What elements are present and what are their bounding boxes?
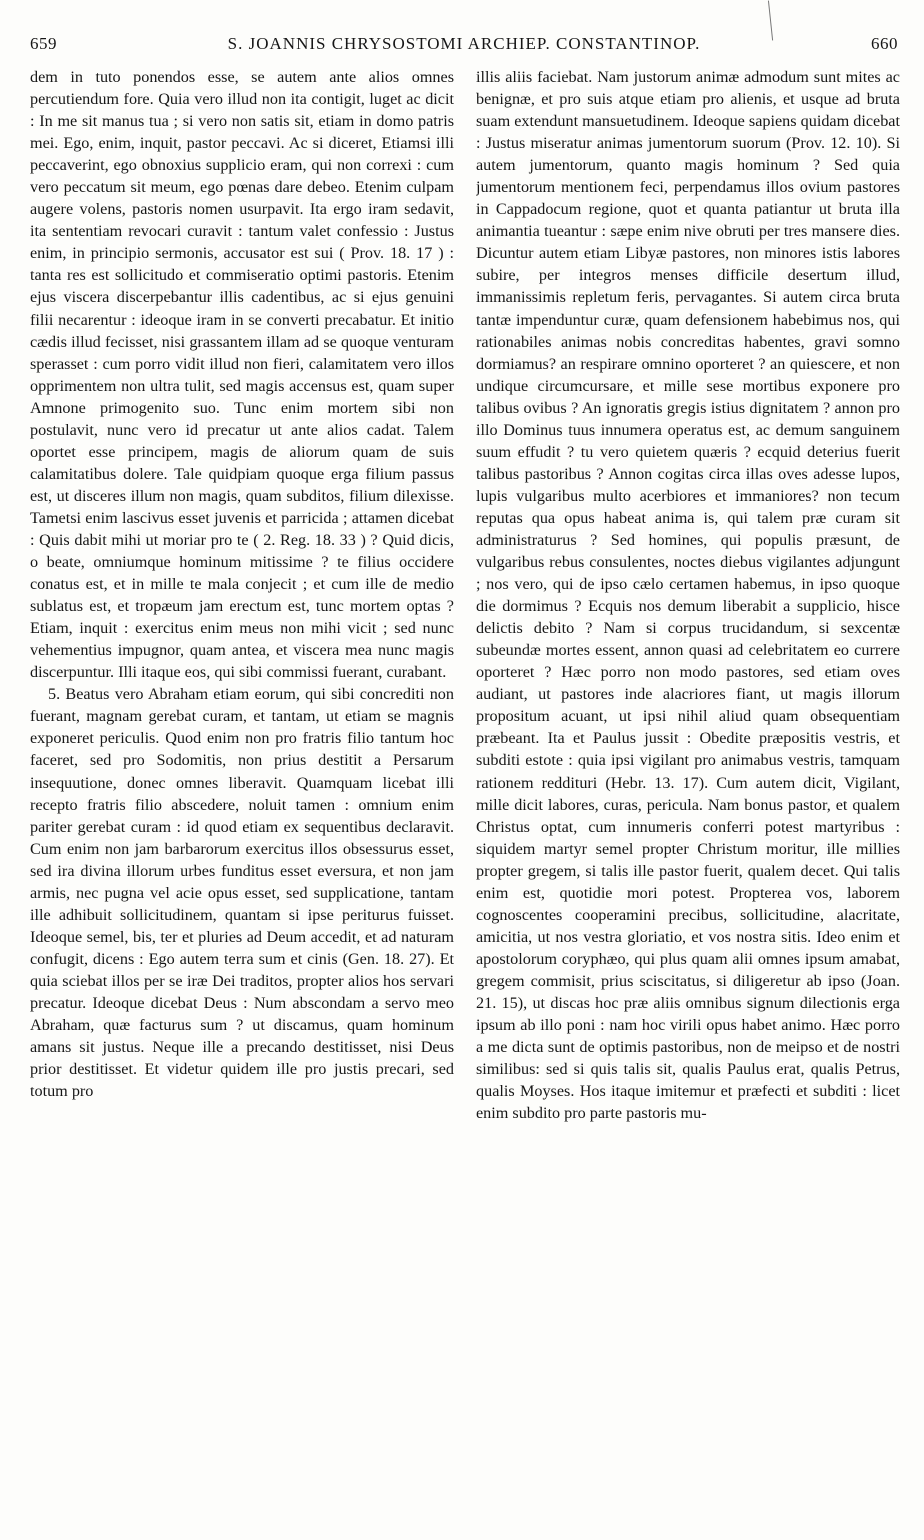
page-header [30,34,898,58]
running-head: S. JOANNIS CHRYSOSTOMI ARCHIEP. CONSTANTINOP. [227,34,701,53]
page-number-right: 660 [871,34,898,53]
right-paragraph: illis aliis faciebat. Nam justorum animæ admodum sunt mites ac benignæ, et pro suis atque etiam pro alienis, et usque ad bruta suam extendunt mansuetudinem. Ideoque sapiens quidam dicebat : Justus miseratur animas jumentorum suorum (Prov. 12. 10). Si autem jumentorum, quanto magis hominum ? Sed quia jumentorum mentionem feci, perpendamus illos ovium pastores in Cappadocum regione, quot et quanta patiantur ut bruta illa animantia tueantur : sæpe enim nive obruti per tres mansere dies. Dicuntur autem etiam Libyæ pastores, non minores istis labores subire, per integros menses difficile desertum illud, immanissimis repletum feris, pervagantes. Si autem circa bruta tantæ impenduntur curæ, quam defensionem habebimus nos, qui rationabiles animas nobis concreditas habentes, gravi somno dormiamus? an respirare omnino oporteret ? an quiescere, et non undique circumcursare, et mille sese mortibus exponere pro talibus ovibus ? An ignoratis gregis istius dignitatem ? annon pro illo Dominus tuus innumera operatus est, ac demum sanguinem suum effudit ? tu vero quietem quæris ? ecquid deterius fuerit talibus pastoribus ? Annon cogitas circa illas oves adesse lupos, lupis vulgaribus multo acerbiores et immaniores? non tecum reputas qua opus habeat anima is, qui talem præ curam sit administraturus ? Sed homines, qui populis præsunt, de vulgaribus rebus consulentes, noctes diebus vigilantes adjungunt ; nos vero, qui de ipso cælo certamen habemus, in ipso quoque die dormimus ? Ecquis nos demum liberabit a supplicio, hisce delictis debito ? Nam si corpus trucidandum, si sexcentæ subeundæ mortes essent, annon quasi ad celebritatem eo currere oporteret ? Hæc porro non modo pastores, sed etiam oves audiant, ut pastores inde alacriores fiant, ut magis illorum propositum acuant, ut ipsi nihil aliud quam obsequentiam præbeant. Ita et Paulus jussit : Obedite præpositis vestris, et subditi estote : quia ipsi vigilant pro animabus vestris, tamquam rationem reddituri (Hebr. 13. 17). Cum autem dicit, Vigilant, mille dicit labores, curas, pericula. Nam bonus pastor, et qualem Christus optat, cum innumeris conferri potest martyribus : siquidem martyr semel propter Christum moritur, ille millies propter gregem, si talis ille pastor fuerit, qualem decet. Qui talis enim est, quotidie mori potest. Propterea vos, laborem cognoscentes cooperamini precibus, sollicitudine, alacritate, amicitia, ut nos vestra gloriatio, et vos nostra sitis. Ideo enim et apostolorum coryphæo, qui plus quam alii omnes ipsum amabat, gregem commisit, prius sciscitatus, si diligeretur ab ipso (Joan. 21. 15), ut discas hoc præ aliis omnibus signum dilectionis erga ipsum ab illo poni : nam hoc virili opus habet animo. Hæc porro a me dicta sunt de optimis pastoribus, non de meipso et de nostri similibus: sed si quis talis sit, qualis Paulus erat, qualis Petrus, qualis Moyses. Hos itaque imitemur et præfecti et subditi : licet enim subdito pro parte pastoris mu- [476,68,900,1123]
left-text-column [30,66,454,1502]
left-paragraph-continuation: dem in tuto ponendos esse, se autem ante alios omnes percutiendum fore. Quia vero illud non ita contigit, luget ac dicit : In me sit manus tua ; si vero non satis sit, etiam in domo patris mei. Ego, enim, inquit, pastor peccavi. Ac si diceret, Etiamsi illi peccaverint, ego obnoxius supplicio eram, qui non correxi : cum vero peccatum sit meum, ego pœnas dare debeo. Etenim culpam augere volens, pastoris nomen usurpavit. Ita ergo iram sedavit, ita sententiam revocari curavit : tantum valet confessio : Justus enim, in principio sermonis, accusator est sui ( Prov. 18. 17 ) : tanta res est sollicitudo et commiseratio optimi pastoris. Etenim ejus viscera discerpebantur illis cadentibus, ac si ejus genuini filii necarentur : ideoque iram in se converti precabatur. Et initio cædis illud fecisset, nisi grassantem illam ad se quoque venturam sperasset : cum porro vidit illud non fieri, calamitatem vero illos opprimentem non ultra tulit, sed magis accensus est, quam super Amnone primogenito suo. Tunc enim mortem sibi non postulavit, nunc vero id precatur ut ante alios cadat. Talem oportet esse principem, magis de aliorum quam de suis calamitatibus dolere. Tale quidpiam quoque erga filium passus est, ut disceres illum non magis, quam subditos, filium dilexisse. Tametsi enim lascivus esset juvenis et parricida ; attamen dicebat : Quis dabit mihi ut moriar pro te ( 2. Reg. 18. 33 ) ? Quid dicis, o beate, omniumque hominum mitissime ? te filius occidere conatus est, et in mille te mala conjecit ; et cum ille de medio sublatus est, et tropæum jam erectum est, tunc mortem optas ? Etiam, inquit : exercitus enim meus non mihi vicit ; sed nunc vehementius impugnor, quam antea, et viscera mea nunc magis discerpuntur. Illi itaque eos, qui sibi commissi fuerant, curabant. [30,68,454,682]
left-paragraph-section-5: 5. Beatus vero Abraham etiam eorum, qui sibi concrediti non fuerant, magnam gerebat curam, et tantam, ut etiam se magnis exponeret periculis. Quod enim non pro fratris filio tantum hoc faceret, sed pro Sodomitis, non prius destitit a Persarum insequutione, donec omnes liberavit. Quamquam licebat illi recepto fratris filio abscedere, noluit tamen : omnium enim pariter gerebat curam : id quod etiam ex sequentibus declaravit. Cum enim non jam barbarorum exercitus illos obsessurus esset, sed ira divina illorum urbes funditus esset eversura, et non jam armis, nec pugna vel acie opus esset, sed supplicatione, tantam ille adhibuit sollicitudinem, quantam si ipse periturus fuisset. Ideoque semel, bis, ter et pluries ad Deum accedit, et ad naturam confugit, dicens : Ego autem terra sum et cinis (Gen. 18. 27). Et quia sciebat illos per se iræ Dei traditos, propter alios hos servari precatur. Ideoque dicebat Deus : Num abscondam a servo meo Abraham, quæ facturus sum ? ut discamus, quam hominum amans sit justus. Neque ille a precando destitisset, nisi Deus prior destitisset. Et videtur quidem ille pro justis precari, sed totum pro [30,685,454,1101]
page-number-left: 659 [30,34,57,53]
right-text-column [476,66,900,1502]
